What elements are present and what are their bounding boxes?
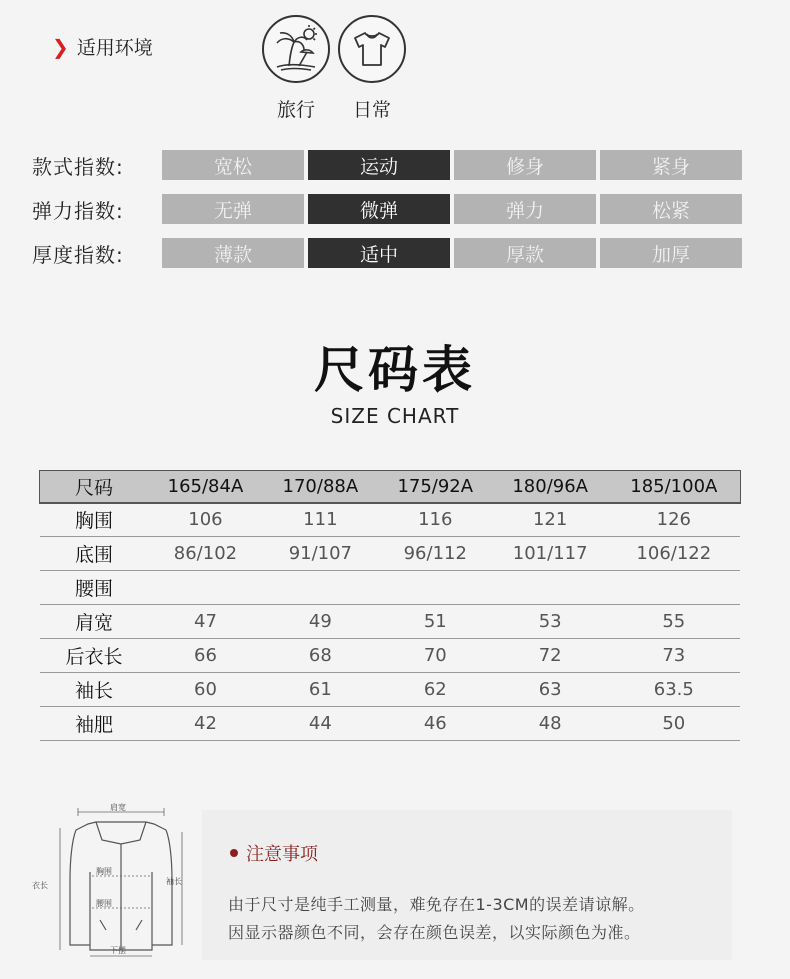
thickness-option: 薄款 xyxy=(162,238,304,268)
table-cell: 48 xyxy=(493,707,608,741)
thickness-option: 厚款 xyxy=(454,238,596,268)
table-cell xyxy=(493,571,608,605)
diagram-label-shoulder: 肩宽 xyxy=(110,803,126,812)
diagram-label-chest: 胸围 xyxy=(96,867,112,876)
elasticity-option: 松紧 xyxy=(600,194,742,224)
environment-header xyxy=(52,33,153,60)
table-row xyxy=(40,707,740,741)
chevron-right-icon: ❯ xyxy=(52,34,69,59)
palm-tree-sun-icon xyxy=(262,15,330,83)
size-chart-title: 尺码表 xyxy=(314,341,476,399)
thickness-index-label: 厚度指数: xyxy=(32,242,124,267)
table-cell: 73 xyxy=(608,639,740,673)
table-cell: 70 xyxy=(378,639,493,673)
table-cell: 55 xyxy=(608,605,740,639)
header-cell: 170/88A xyxy=(263,471,378,503)
table-cell: 47 xyxy=(148,605,263,639)
thickness-option-selected: 适中 xyxy=(308,238,450,268)
notes-panel xyxy=(202,810,732,960)
header-cell: 185/100A xyxy=(608,471,740,503)
table-cell: 62 xyxy=(378,673,493,707)
environment-item-travel xyxy=(256,15,336,122)
table-cell: 66 xyxy=(148,639,263,673)
table-cell xyxy=(608,571,740,605)
diagram-label-length: 衣长 xyxy=(32,881,48,890)
table-cell: 96/112 xyxy=(378,537,493,571)
table-cell: 60 xyxy=(148,673,263,707)
table-cell: 44 xyxy=(263,707,378,741)
environment-item-label: 旅行 xyxy=(276,99,315,121)
style-option-selected: 运动 xyxy=(308,150,450,180)
style-index-row xyxy=(32,150,746,180)
table-cell: 72 xyxy=(493,639,608,673)
table-cell: 49 xyxy=(263,605,378,639)
bullet-dot-icon xyxy=(230,849,238,857)
t-shirt-icon xyxy=(338,15,406,83)
table-cell: 53 xyxy=(493,605,608,639)
row-label: 胸围 xyxy=(40,503,148,537)
diagram-label-sleeve: 袖长 xyxy=(166,877,182,886)
table-cell: 106/122 xyxy=(608,537,740,571)
elasticity-index-label: 弹力指数: xyxy=(32,198,124,223)
diagram-label-hem: 下摆 xyxy=(110,946,126,955)
table-cell: 51 xyxy=(378,605,493,639)
row-label: 底围 xyxy=(40,537,148,571)
table-cell: 50 xyxy=(608,707,740,741)
table-cell: 101/117 xyxy=(493,537,608,571)
table-cell: 116 xyxy=(378,503,493,537)
header-cell: 尺码 xyxy=(40,471,148,503)
table-cell: 46 xyxy=(378,707,493,741)
thickness-index-row xyxy=(32,238,746,268)
header-cell: 175/92A xyxy=(378,471,493,503)
row-label: 肩宽 xyxy=(40,605,148,639)
table-cell: 91/107 xyxy=(263,537,378,571)
size-chart-subtitle: SIZE CHART xyxy=(330,404,460,428)
jacket-measurement-diagram xyxy=(30,800,200,960)
table-cell xyxy=(148,571,263,605)
table-cell: 61 xyxy=(263,673,378,707)
table-cell: 126 xyxy=(608,503,740,537)
notes-title: 注意事项 xyxy=(246,844,318,865)
table-cell: 63.5 xyxy=(608,673,740,707)
environment-item-daily xyxy=(332,15,412,122)
header-cell: 165/84A xyxy=(148,471,263,503)
environment-item-label: 日常 xyxy=(352,99,391,121)
table-cell: 63 xyxy=(493,673,608,707)
table-row xyxy=(40,571,740,605)
table-cell xyxy=(263,571,378,605)
note-line: 因显示器颜色不同，会存在颜色误差，以实际颜色为准。 xyxy=(228,923,641,942)
table-row xyxy=(40,537,740,571)
table-cell: 68 xyxy=(263,639,378,673)
header-cell: 180/96A xyxy=(493,471,608,503)
row-label: 袖长 xyxy=(40,673,148,707)
table-cell xyxy=(378,571,493,605)
elasticity-option: 弹力 xyxy=(454,194,596,224)
diagram-label-waist: 腰围 xyxy=(96,899,112,908)
size-table xyxy=(40,470,740,741)
table-row xyxy=(40,673,740,707)
table-cell: 86/102 xyxy=(148,537,263,571)
thickness-option: 加厚 xyxy=(600,238,742,268)
table-row xyxy=(40,639,740,673)
style-option: 紧身 xyxy=(600,150,742,180)
table-cell: 42 xyxy=(148,707,263,741)
row-label: 袖肥 xyxy=(40,707,148,741)
table-row xyxy=(40,503,740,537)
environment-title: 适用环境 xyxy=(76,37,153,59)
table-cell: 106 xyxy=(148,503,263,537)
elasticity-option-selected: 微弹 xyxy=(308,194,450,224)
size-table-header xyxy=(40,471,740,503)
row-label: 腰围 xyxy=(40,571,148,605)
elasticity-index-row xyxy=(32,194,746,224)
style-option: 宽松 xyxy=(162,150,304,180)
table-cell: 111 xyxy=(263,503,378,537)
style-option: 修身 xyxy=(454,150,596,180)
notes-header xyxy=(230,840,318,866)
note-line: 由于尺寸是纯手工测量，难免存在1-3CM的误差请谅解。 xyxy=(228,895,645,914)
table-cell: 121 xyxy=(493,503,608,537)
row-label: 后衣长 xyxy=(40,639,148,673)
style-index-label: 款式指数: xyxy=(32,154,124,179)
table-row xyxy=(40,605,740,639)
elasticity-option: 无弹 xyxy=(162,194,304,224)
